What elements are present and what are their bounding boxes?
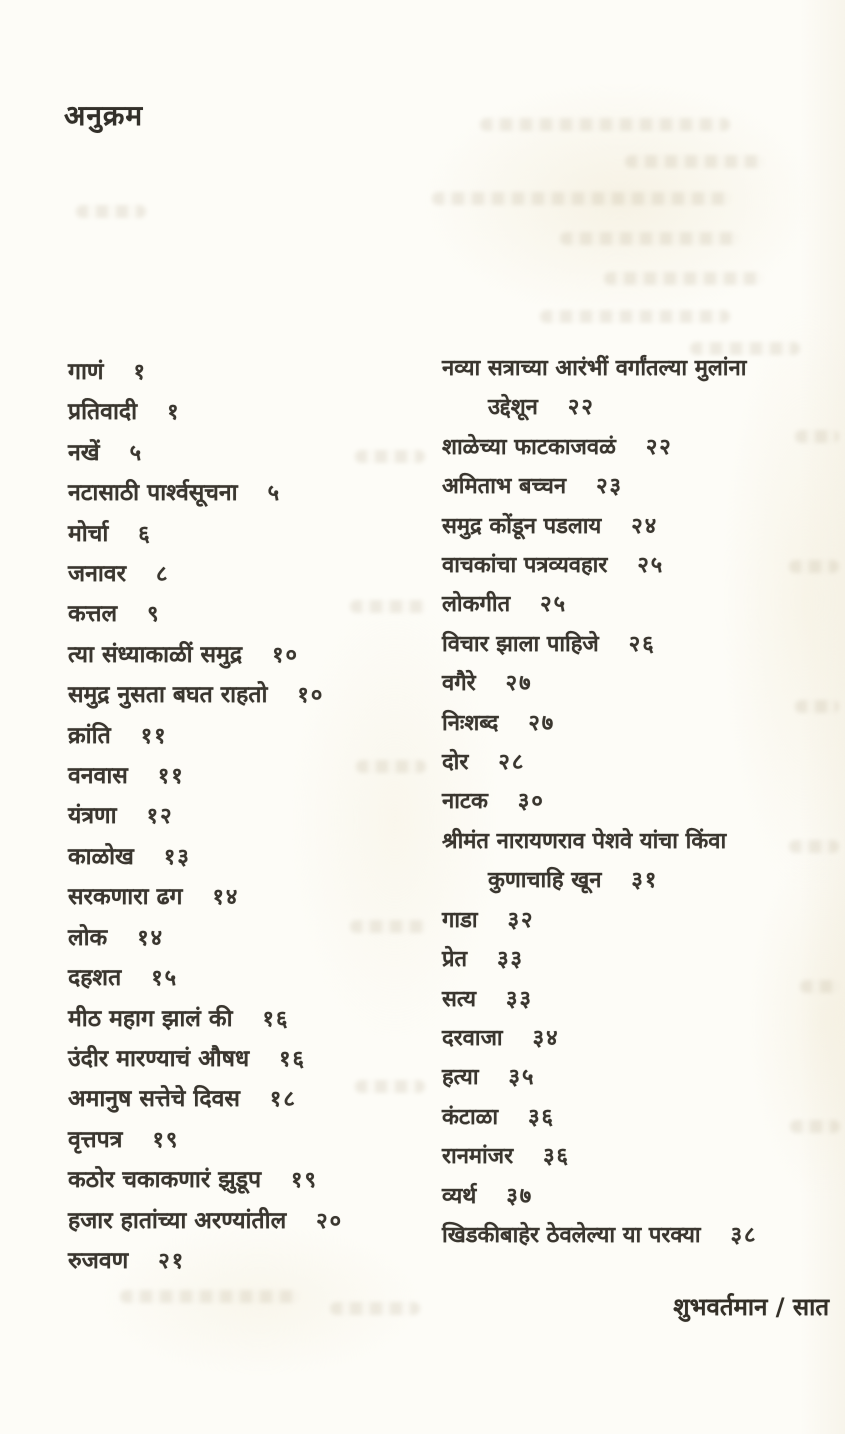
toc-entry-page-number: १४ (137, 925, 165, 951)
toc-entry-title: मीठ महाग झालं की (68, 1005, 233, 1032)
toc-entry-title: दोर (442, 750, 469, 776)
toc-entry (442, 941, 845, 980)
bleedthrough-smudge (604, 272, 764, 285)
toc-entry-page-number: १३ (163, 844, 191, 870)
toc-entry-title: यंत्रणा (68, 803, 117, 830)
toc-entry-page-number: २५ (540, 592, 568, 618)
toc-entry-title: नाटक (442, 789, 488, 815)
bleedthrough-smudge (120, 1290, 300, 1303)
toc-entry (442, 1059, 845, 1098)
toc-entry-page-number: १ (133, 360, 147, 385)
toc-entry-title: नखें (68, 439, 100, 466)
toc-entry (442, 508, 845, 547)
bleedthrough-smudge (480, 118, 730, 131)
toc-entry-page-number: ३४ (532, 1025, 560, 1051)
toc-entry-title: सत्य (442, 986, 477, 1012)
toc-entry-page-number: १२ (146, 804, 174, 830)
toc-entry-title: लोक (68, 924, 108, 951)
toc-entry-title: सरकणारा ढग (68, 884, 183, 911)
toc-entry (68, 959, 440, 999)
toc-entry (68, 1080, 440, 1120)
toc-entry-page-number: ३६ (528, 1104, 555, 1130)
toc-entry (442, 468, 845, 507)
toc-entry-page-number: २८ (498, 750, 526, 776)
toc-entry (442, 744, 845, 783)
toc-entry (68, 515, 440, 555)
toc-entry-page-number: १५ (151, 966, 179, 992)
toc-entry-page-number: ९ (147, 602, 161, 628)
toc-entry-title: विचार झाला पाहिजे (442, 631, 599, 657)
toc-entry (442, 626, 845, 665)
toc-entry (68, 474, 440, 514)
toc-entry-page-number: ३३ (506, 986, 533, 1012)
toc-entry-page-number: १ (167, 400, 181, 426)
toc-entry-title: मोर्चा (68, 520, 109, 547)
toc-entry-title: वाचकांचा पत्रव्यवहार (442, 553, 608, 579)
toc-entry-title: श्रीमंत नारायणराव पेशवे यांचा किंवा (442, 828, 727, 854)
toc-entry-title: जनावर (68, 561, 126, 588)
toc-entry-page-number: २१ (158, 1248, 186, 1274)
toc-entry-title: अमिताभ बच्चन (442, 474, 567, 500)
toc-entry (68, 757, 440, 797)
toc-entry (442, 389, 845, 428)
toc-entry (442, 1217, 845, 1256)
toc-entry-title: लोकगीत (442, 592, 511, 618)
toc-entry-title: रुजवण (68, 1247, 129, 1274)
toc-entry-page-number: २७ (505, 671, 533, 697)
toc-entry-title: उद्देशून (488, 395, 538, 421)
toc-column-right (442, 350, 845, 1256)
toc-entry-title: क्रांति (68, 722, 111, 749)
toc-entry-title: प्रतिवादी (68, 399, 138, 426)
toc-entry (68, 434, 440, 474)
toc-entry-page-number: २२ (645, 434, 673, 460)
toc-entry (442, 350, 845, 389)
toc-entry (68, 1161, 440, 1201)
toc-entry (68, 555, 440, 595)
toc-entry-page-number: १४ (212, 885, 240, 911)
toc-entry-page-number: २२ (567, 395, 595, 421)
toc-column-left (68, 353, 440, 1282)
toc-entry-title: वनवास (68, 763, 128, 790)
toc-entry-page-number: ५ (129, 440, 144, 466)
toc-entry-page-number: १९ (291, 1168, 318, 1194)
toc-entry (68, 1000, 440, 1040)
toc-entry-title: काळोख (68, 843, 134, 870)
toc-entry (68, 797, 440, 837)
toc-entry-title: गाणं (68, 359, 104, 385)
toc-entry-page-number: १९ (152, 1127, 180, 1153)
toc-entry-page-number: ३२ (507, 907, 535, 933)
toc-entry-page-number: १६ (279, 1046, 306, 1072)
bleedthrough-smudge (76, 205, 146, 218)
toc-entry (442, 823, 845, 862)
toc-entry-title: वगैरे (442, 671, 476, 697)
bleedthrough-smudge (540, 310, 730, 323)
toc-entry-page-number: २० (316, 1208, 344, 1234)
toc-entry (442, 429, 845, 468)
bleedthrough-smudge (625, 155, 765, 168)
toc-entry (442, 1138, 845, 1177)
toc-entry-title: वृत्तपत्र (68, 1126, 123, 1153)
toc-entry-page-number: २३ (596, 474, 623, 500)
toc-entry-page-number: ३१ (631, 868, 659, 894)
toc-entry-page-number: ३५ (508, 1065, 536, 1091)
toc-entry-title: नटासाठी पार्श्वसूचना (68, 480, 238, 507)
toc-entry (68, 1242, 440, 1282)
toc-entry (442, 1178, 845, 1217)
toc-entry-title: अमानुष सत्तेचे दिवस (68, 1086, 240, 1113)
toc-entry-title: दहशत (68, 965, 122, 992)
bleedthrough-smudge (560, 232, 740, 245)
toc-entry (442, 981, 845, 1020)
toc-entry-title: प्रेत (442, 947, 468, 973)
bleedthrough-smudge (432, 192, 732, 205)
toc-entry-title: कुणाचाहि खून (488, 868, 602, 894)
toc-entry (442, 1099, 845, 1138)
toc-entry (68, 353, 440, 393)
toc-entry-title: रानमांजर (442, 1144, 514, 1170)
toc-entry (442, 586, 845, 625)
toc-entry-title: दरवाजा (442, 1025, 503, 1051)
toc-entry-page-number: २६ (628, 631, 656, 657)
toc-entry-title: निःशब्द (442, 710, 499, 736)
toc-entry-title: शाळेच्या फाटकाजवळं (442, 434, 616, 460)
toc-entry-page-number: ३६ (543, 1144, 570, 1170)
toc-entry-page-number: १० (272, 642, 299, 668)
toc-entry-page-number: १६ (262, 1006, 290, 1032)
toc-entry-page-number: ६ (138, 521, 152, 547)
toc-entry-page-number: २७ (528, 710, 556, 736)
toc-entry-title: कठोर चकाकणारं झुडूप (68, 1167, 262, 1194)
toc-entry (68, 1202, 440, 1242)
toc-entry (68, 636, 440, 676)
toc-entry-page-number: ८ (155, 562, 170, 588)
toc-entry-title: कत्तल (68, 601, 118, 628)
toc-entry-title: खिडकीबाहेर ठेवलेल्या या परक्या (442, 1222, 701, 1248)
toc-entry (442, 783, 845, 822)
toc-entry (442, 1020, 845, 1059)
toc-entry (68, 393, 440, 433)
toc-entry (68, 878, 440, 918)
bleedthrough-smudge (330, 1302, 420, 1315)
toc-entry-title: नव्या सत्राच्या आरंभीं वर्गांतल्या मुलांना (442, 356, 747, 381)
toc-entry (68, 717, 440, 757)
toc-entry (68, 676, 440, 716)
toc-entry-title: गाडा (442, 907, 478, 933)
toc-entry-title: कंटाळा (442, 1104, 499, 1130)
toc-entry (68, 1040, 440, 1080)
toc-entry-page-number: ३८ (730, 1222, 758, 1248)
toc-entry-title: त्या संध्याकाळीं समुद्र (68, 641, 243, 668)
toc-entry (442, 547, 845, 586)
toc-entry (442, 902, 845, 941)
toc-entry-page-number: ११ (140, 723, 168, 749)
toc-entry (442, 862, 845, 901)
toc-entry-page-number: १८ (269, 1087, 297, 1113)
toc-entry (68, 595, 440, 635)
toc-entry-page-number: ३३ (497, 947, 524, 973)
toc-entry (442, 705, 845, 744)
toc-entry-title: समुद्र कोंडून पडलाय (442, 513, 602, 539)
toc-entry-title: उंदीर मारण्याचं औषध (68, 1045, 250, 1072)
toc-entry-title: व्यर्थ (442, 1183, 477, 1209)
toc-entry-page-number: १० (297, 683, 325, 709)
toc-entry-title: समुद्र नुसता बघत राहतो (68, 682, 268, 709)
toc-entry (442, 665, 845, 704)
toc-entry (68, 838, 440, 878)
toc-entry-title: हजार हातांच्या अरण्यांतील (68, 1207, 287, 1234)
toc-entry-page-number: ३० (517, 789, 545, 815)
toc-entry-page-number: ३७ (506, 1183, 534, 1209)
toc-entry (68, 919, 440, 959)
toc-entry-page-number: ५ (267, 481, 282, 507)
toc-entry-page-number: २५ (637, 553, 665, 579)
toc-entry-page-number: ११ (157, 764, 185, 790)
toc-entry-title: हत्या (442, 1065, 479, 1091)
page-title: अनुक्रम (64, 99, 144, 132)
toc-entry (68, 1121, 440, 1161)
toc-entry-page-number: २४ (631, 513, 659, 539)
page-footer: शुभवर्तमान / सात (673, 1293, 829, 1321)
